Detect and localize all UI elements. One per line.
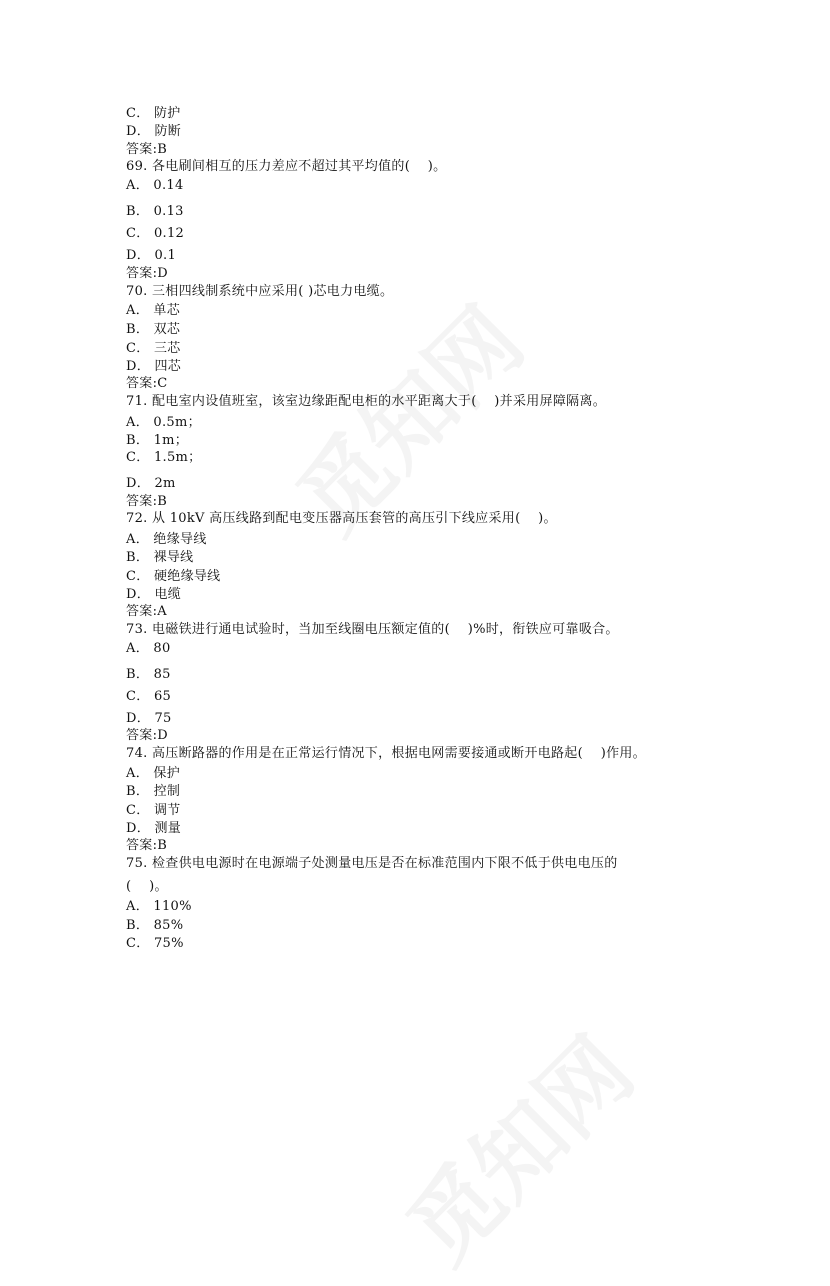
- text-line: A． 保护: [126, 766, 181, 781]
- text-line: B． 控制: [126, 784, 181, 799]
- text-line: 答案:B: [126, 838, 168, 853]
- text-line: D． 四芯: [126, 359, 182, 374]
- text-line: B． 0.13: [126, 204, 184, 219]
- text-line: ( )。: [126, 879, 168, 894]
- question-69: 69. 各电刷间相互的压力差应不超过其平均值的( )。: [126, 159, 447, 174]
- text-line: A． 单芯: [126, 303, 181, 318]
- question-70: 70. 三相四线制系统中应采用( )芯电力电缆。: [126, 284, 394, 299]
- question-71: 71. 配电室内设值班室，该室边缘距配电柜的水平距离大于( )并采用屏障隔离。: [126, 394, 607, 409]
- text-line: C． 65: [126, 689, 172, 704]
- text-line: C． 三芯: [126, 341, 181, 356]
- text-line: A． 绝缘导线: [126, 532, 207, 547]
- watermark-bottom: [374, 1004, 657, 1286]
- text-line: 答案:A: [126, 604, 167, 619]
- text-line: C． 1.5m；: [126, 450, 202, 465]
- question-72: 72. 从 10kV 高压线路到配电变压器高压套管的高压引下线应采用( )。: [126, 511, 557, 526]
- text-line: C． 75%: [126, 936, 184, 951]
- text-line: C． 硬绝缘导线: [126, 569, 221, 584]
- text-line: 答案:D: [126, 266, 169, 281]
- text-line: A． 0.5m；: [126, 415, 201, 430]
- text-line: B． 85%: [126, 918, 184, 933]
- text-line: 答案:C: [126, 376, 168, 391]
- text-line: 答案:B: [126, 494, 168, 509]
- question-74: 74. 高压断路器的作用是在正常运行情况下，根据电网需要接通或断开电路起( )作用。: [126, 746, 646, 761]
- text-line: B． 1m；: [126, 433, 189, 448]
- text-line: B． 裸导线: [126, 550, 194, 565]
- text-line: D． 2m: [126, 476, 176, 491]
- text-line: D． 75: [126, 711, 172, 726]
- text-line: A． 0.14: [126, 178, 184, 193]
- text-line: C． 防护: [126, 106, 181, 121]
- text-line: B． 双芯: [126, 322, 181, 337]
- question-75: 75. 检查供电电源时在电源端子处测量电压是否在标准范围内下限不低于供电电压的: [126, 856, 618, 871]
- text-line: C． 0.12: [126, 226, 185, 241]
- text-line: D． 防断: [126, 124, 182, 139]
- question-73: 73. 电磁铁进行通电试验时，当加至线圈电压额定值的( )%时，衔铁应可靠吸合。: [126, 622, 619, 637]
- text-line: D． 0.1: [126, 248, 177, 263]
- text-line: A． 110%: [126, 899, 192, 914]
- text-line: D． 电缆: [126, 587, 182, 602]
- text-line: A． 80: [126, 641, 171, 656]
- text-line: 答案:B: [126, 142, 168, 157]
- text-line: 答案:D: [126, 728, 169, 743]
- text-line: C． 调节: [126, 803, 181, 818]
- text-line: B． 85: [126, 667, 171, 682]
- text-line: D． 测量: [126, 821, 182, 836]
